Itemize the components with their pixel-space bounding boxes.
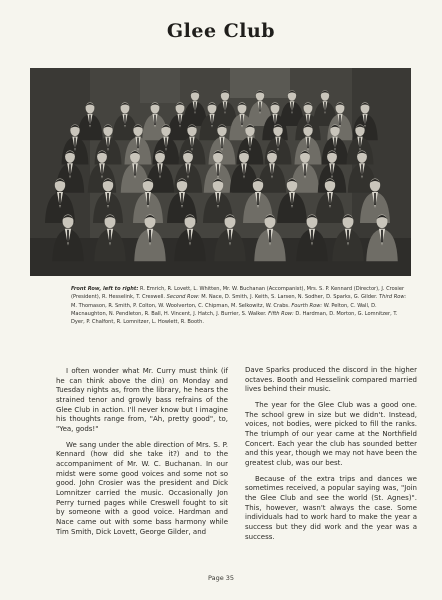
group-photo [30,68,411,276]
caption-row-fourth: Fourth Row: W. Pelton, C. Wall, D. Macnaughton, N. Pendleton, R. Ball, H. Vincent, J. Hatch, J. Burrier, S. Walker. [71,302,377,317]
paragraph: We sang under the able direction of Mrs. S. P. Kennard (how did she take it?) and to the accompaniment of Mr. W. C. Buchanan. In our midst were some good voices and some not so good. John Crosier was the president and Dick Lomnitzer carried the music. Occasionally Jon Perry turned pages while Creswell fought to sit by someone with a good voice. Hardman and Nace came out with some bass harmony while Tim Smith, Dick Lovett, George Gilder, and [56,440,228,536]
photo-caption [71,285,411,326]
paragraph: I often wonder what Mr. Curry must think (if he can think above the din) on Monday and Tuesday nights as, from the library, he hears the strained tenor and growly bass refrains of the Glee Club in action. I'll never know but I imagine his thoughts range from, "Ah, pretty good", to, "Yea, gods!" [56,367,228,433]
caption-row-third: Third Row: M. Thomason, R. Smith, P. Colton, W. Woolverton, C. Chipman, M. Selkowitz, W. Crabs. [71,294,407,309]
paragraph: The year for the Glee Club was a good one. The school grew in size but we didn't. Instead, voices, not bodies, were picked to fill the ranks. The triumph of our year came at the Northfield Concert. Each year the club has sounded better and this year, though we may not have been the greatest club, was our best. [245,400,417,467]
caption-row-second: Second Row: M. Nace, D. Smith, J. Keith, S. Larsen, N. Sodher, D. Sparks, G. Gilder. [166,294,378,301]
body-column-left [56,367,228,543]
page-title: Glee Club [166,20,276,42]
page-number: Page 35 [207,574,235,582]
group-photo-icon [30,68,411,276]
body-column-right [245,366,417,548]
paragraph: Dave Sparks produced the discord in the higher octaves. Booth and Hesselink compared married lives behind their music. [245,366,417,394]
paragraph: Because of the extra trips and dances we sometimes received, a popular saying was, "Join the Glee Club and see the world (St. Agnes)". This, however, wasn't always the case. Some individuals had to work hard to make the year a success but they did work and the year was a success. [245,474,417,541]
caption-row-fifth: Fifth Row: D. Hardman, D. Morton, G. Lomnitzer, T. Dyer, P. Chalfont, R. Lomnitzer, L. Howlett, R. Booth. [71,310,398,325]
caption-row-front: Front Row, left to right: R. Emrich, R. Lovett, L. Whitten, Mr. W. Buchanan (Accompanist), Mrs. S. P. Kennard (Director), J. Crosier (President), R. Hesselink, T. Creswell. [71,286,405,301]
